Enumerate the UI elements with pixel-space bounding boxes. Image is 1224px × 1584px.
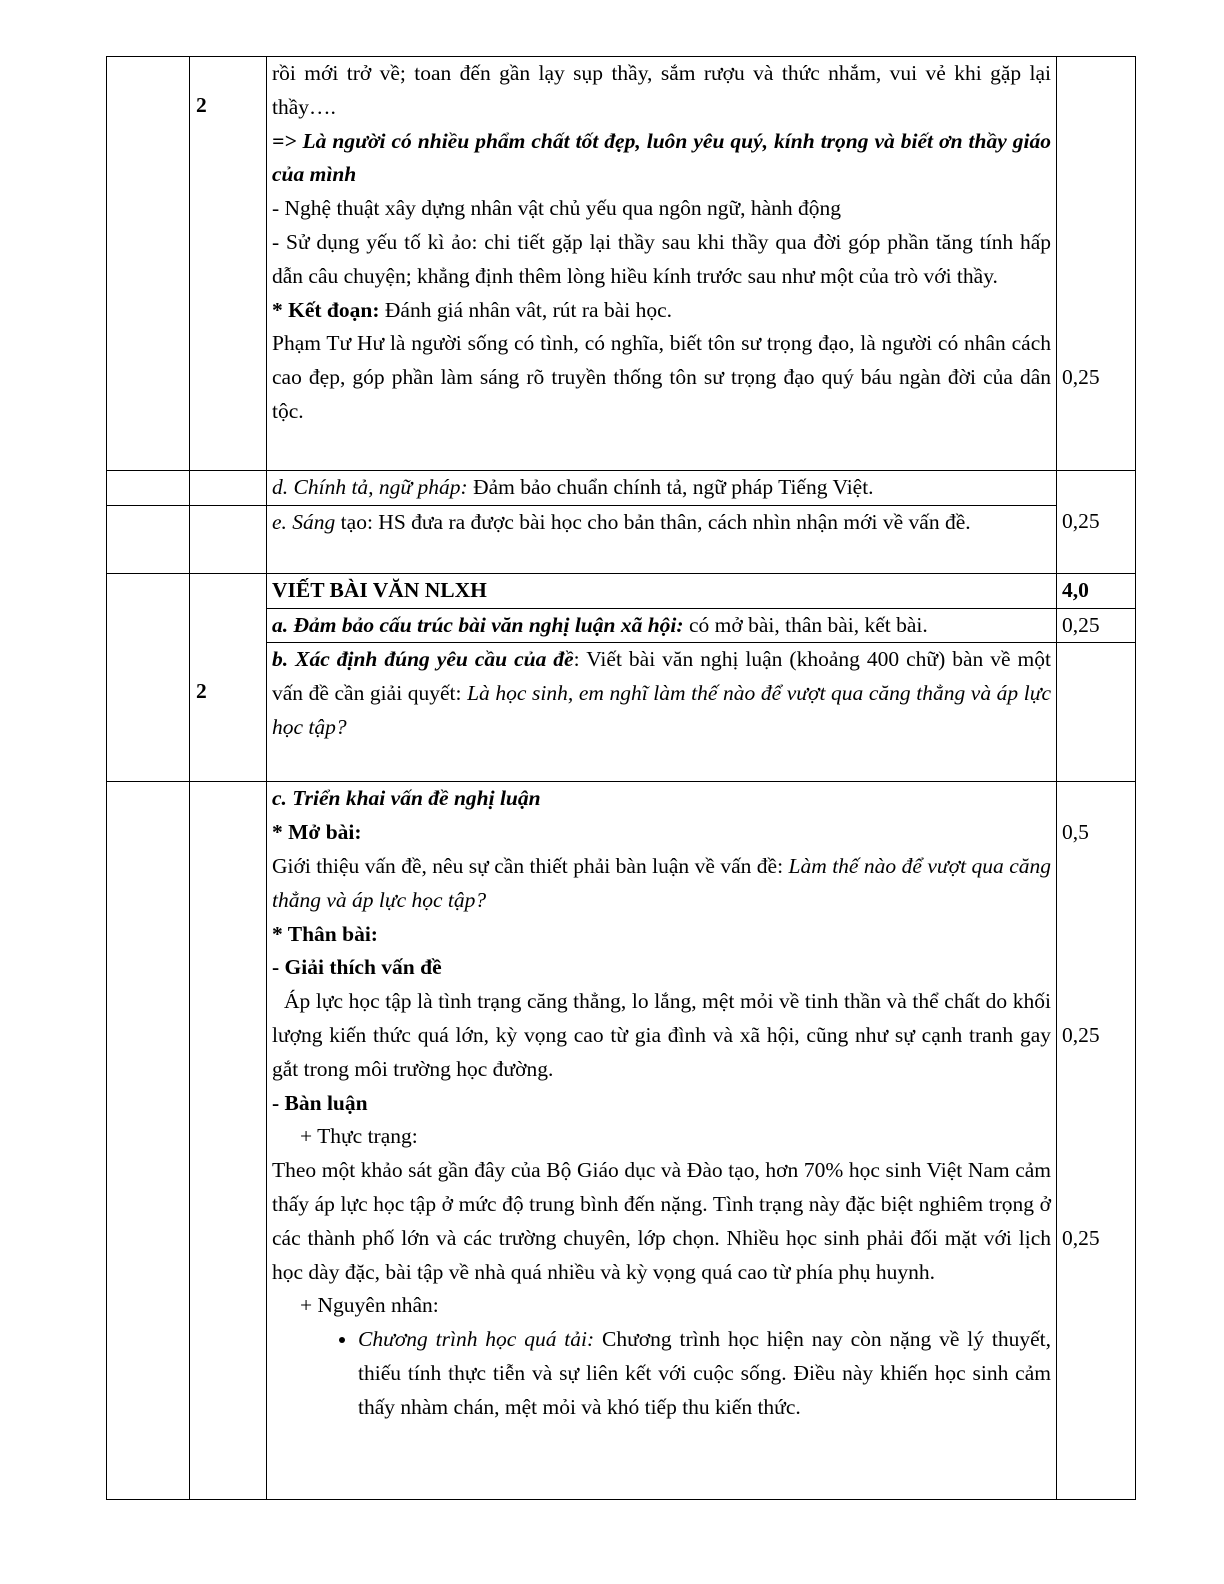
label: e. Sáng	[272, 509, 336, 534]
paragraph: Giới thiệu vấn đề, nêu sự cần thiết phải bàn luận về vấn đề: Làm thế nào để vượt qua căng thẳng và áp lực học tập?	[272, 853, 1051, 912]
cell-content: b. Xác định đúng yêu cầu của đề: Viết bài văn nghị luận (khoảng 400 chữ) bàn về một vấn đề cần giải quyết: Là học sinh, em nghĩ làm thế nào để vượt qua căng thẳng và áp lực học tập?	[267, 643, 1057, 782]
table-row	[107, 573, 1136, 608]
subheading: * Mở bài:	[272, 820, 362, 845]
cell-question-number: 2	[190, 57, 267, 471]
cell-content: d. Chính tả, ngữ pháp: Đảm bảo chuẩn chính tả, ngữ pháp Tiếng Việt.	[267, 471, 1057, 506]
label: b. Xác định đúng yêu cầu của đề	[272, 647, 574, 672]
cell-question-number	[190, 471, 267, 506]
label: a. Đảm bảo cấu trúc bài văn nghị luận xã hội:	[272, 612, 684, 637]
cell-part	[107, 471, 190, 506]
paragraph: - Nghệ thuật xây dựng nhân vật chủ yếu qua ngôn ngữ, hành động	[272, 196, 842, 221]
bullet-list	[272, 1323, 1051, 1424]
subheading: - Giải thích vấn đề	[272, 955, 442, 980]
score: 0,25	[1062, 1023, 1100, 1048]
grading-table	[106, 56, 1136, 1500]
paragraph: Áp lực học tập là tình trạng căng thẳng, lo lắng, mệt mỏi về tinh thần và thể chất do khối lượng kiến thức quá lớn, kỳ vọng cao từ gia đình và xã hội, cũng như sự cạnh tranh gay gắt trong môi trường học đường.	[272, 989, 1051, 1081]
paragraph: Theo một khảo sát gần đây của Bộ Giáo dục và Đào tạo, hơn 70% học sinh Việt Nam cảm thấy áp lực học tập ở mức độ trung bình đến nặng. Tình trạng này đặc biệt nghiêm trọng ở các thành phố lớn và các trường chuyên, lớp chọn. Nhiều học sinh phải đối mặt với lịch học dày đặc, bài tập về nhà quá nhiều và kỳ vọng quá cao từ phía phụ huynh.	[272, 1158, 1051, 1284]
section-title: VIẾT BÀI VĂN NLXH	[267, 573, 1057, 608]
subheading: * Thân bài:	[272, 921, 378, 946]
section-score: 4,0	[1057, 573, 1136, 608]
label: d. Chính tả, ngữ pháp:	[272, 475, 468, 499]
table-row	[107, 505, 1136, 573]
paragraph: * Kết đoạn: Đánh giá nhân vât, rút ra bài học.	[272, 297, 673, 322]
table-row	[107, 57, 1136, 471]
cell-question-number	[190, 505, 267, 573]
conclusion-paragraph: => Là người có nhiều phẩm chất tốt đẹp, luôn yêu quý, kính trọng và biết ơn thầy giáo của mình	[272, 128, 1051, 187]
cell-question-number: 2	[190, 573, 267, 782]
cell-content	[267, 57, 1057, 471]
cell-score: 0,25	[1057, 608, 1136, 643]
label: * Kết đoạn:	[272, 297, 380, 322]
paragraph: rồi mới trở về; toan đến gần lạy sụp thầy, sắm rượu và thức nhắm, vui vẻ khi gặp lại thầy….	[272, 61, 1051, 119]
cell-content: e. Sáng tạo: HS đưa ra được bài học cho bản thân, cách nhìn nhận mới về vấn đề.	[267, 505, 1057, 573]
cell-part	[107, 782, 190, 1500]
table-row	[107, 782, 1136, 1500]
subheading: + Nguyên nhân:	[300, 1293, 439, 1318]
paragraph: - Sử dụng yếu tố kì ảo: chi tiết gặp lại thầy sau khi thầy qua đời góp phần tăng tính hấp dẫn câu chuyện; khẳng định thêm lòng hiều kính trước sau như một của trò với thầy.	[272, 229, 1051, 288]
score: 0,25	[1062, 365, 1100, 389]
cell-part	[107, 573, 190, 782]
score: 0,25	[1062, 1225, 1100, 1250]
cell-score	[1057, 471, 1136, 574]
cell-question-number	[190, 782, 267, 1500]
cell-score	[1057, 782, 1136, 1500]
list-item: • Chương trình học quá tải: Chương trình học hiện nay còn nặng về lý thuyết, thiếu tính thực tiễn và sự liên kết với cuộc sống. Điều này khiến học sinh cảm thấy nhàm chán, mệt mỏi và khó tiếp thu kiến thức.	[358, 1323, 1051, 1424]
score: 0,5	[1062, 820, 1089, 845]
cell-part	[107, 57, 190, 471]
score: 0,25	[1062, 509, 1100, 533]
paragraph: Phạm Tư Hư là người sống có tình, có nghĩa, biết tôn sư trọng đạo, là người có nhân cách cao đẹp, góp phần làm sáng rõ truyền thống tôn sư trọng đạo quý báu ngàn đời của dân tộc.	[272, 331, 1051, 423]
heading: c. Triển khai vấn đề nghị luận	[272, 786, 541, 811]
subheading: + Thực trạng:	[300, 1124, 418, 1149]
table-row	[107, 471, 1136, 506]
cell-score	[1057, 643, 1136, 782]
cell-content: a. Đảm bảo cấu trúc bài văn nghị luận xã hội: có mở bài, thân bài, kết bài.	[267, 608, 1057, 643]
cell-part	[107, 505, 190, 573]
cell-content	[267, 782, 1057, 1500]
subheading: - Bàn luận	[272, 1090, 368, 1115]
cell-score	[1057, 57, 1136, 471]
